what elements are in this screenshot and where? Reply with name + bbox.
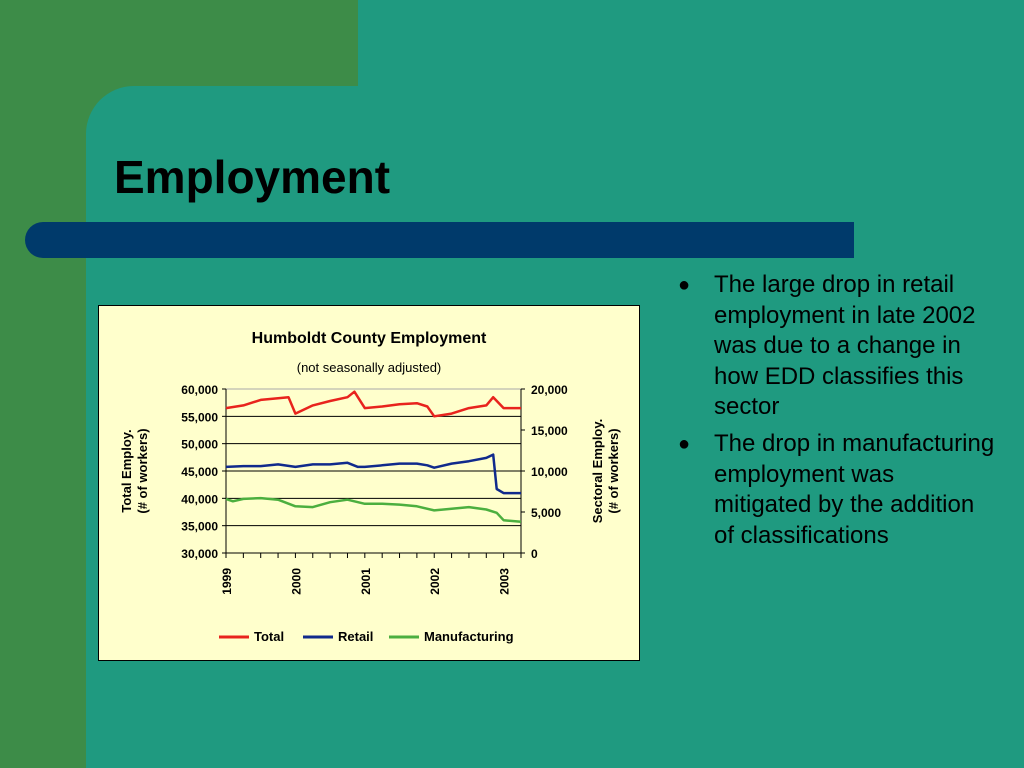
y-right-tick-label: 0 [531,547,538,561]
x-tick-label: 2000 [289,568,304,595]
y-right-tick-label: 5,000 [531,506,562,520]
bullet-text: The large drop in retail employment in late 2002 was due to a change in how EDD classifies this sector [714,271,976,421]
y-left-tick-label: 60,000 [181,383,218,397]
y-right-tick-label: 20,000 [531,383,568,397]
y-left-tick-label: 35,000 [181,519,218,534]
y-left-tick-label: 50,000 [181,437,218,452]
bullet-dot-icon: ● [678,274,691,296]
y-left-tick-label: 40,000 [181,492,218,507]
y-left-tick-label: 45,000 [181,465,218,479]
y-right-axis-label: (# of workers) [606,428,621,514]
bullet-text: The drop in manufacturing employment was mitigated by the addition of classifications [714,429,995,549]
bullet-item [676,429,996,551]
y-right-tick-label: 15,000 [531,424,568,438]
x-tick-label: 2003 [497,568,512,595]
chart-subtitle: (not seasonally adjusted) [296,360,442,375]
slide-title: Employment [114,151,391,203]
legend-label-total: Total [254,629,285,644]
x-tick-label: 1999 [220,568,234,595]
series-line-retail [226,455,521,494]
chart-title: Humboldt County Employment [251,330,487,347]
y-right-axis-label: Sectoral Employ. [590,418,605,524]
chart-container [98,305,640,661]
x-tick-label: 2001 [358,568,373,595]
y-left-tick-label: 30,000 [181,547,218,561]
bullet-list [676,270,996,557]
y-right-tick-label: 10,000 [531,465,568,479]
series-line-manufacturing [226,498,521,522]
y-left-tick-label: 55,000 [181,410,218,425]
y-left-axis-label: Total Employ. [119,429,134,513]
y-left-axis-label: (# of workers) [135,428,150,514]
x-tick-label: 2002 [428,568,443,595]
legend-label-retail: Retail [338,629,374,644]
employment-chart [99,306,639,660]
bullet-item [676,270,996,423]
legend-label-manufacturing: Manufacturing [424,629,514,644]
series-line-total [226,392,521,417]
bullet-dot-icon: ● [678,432,691,455]
title-underline-bar [25,222,854,258]
